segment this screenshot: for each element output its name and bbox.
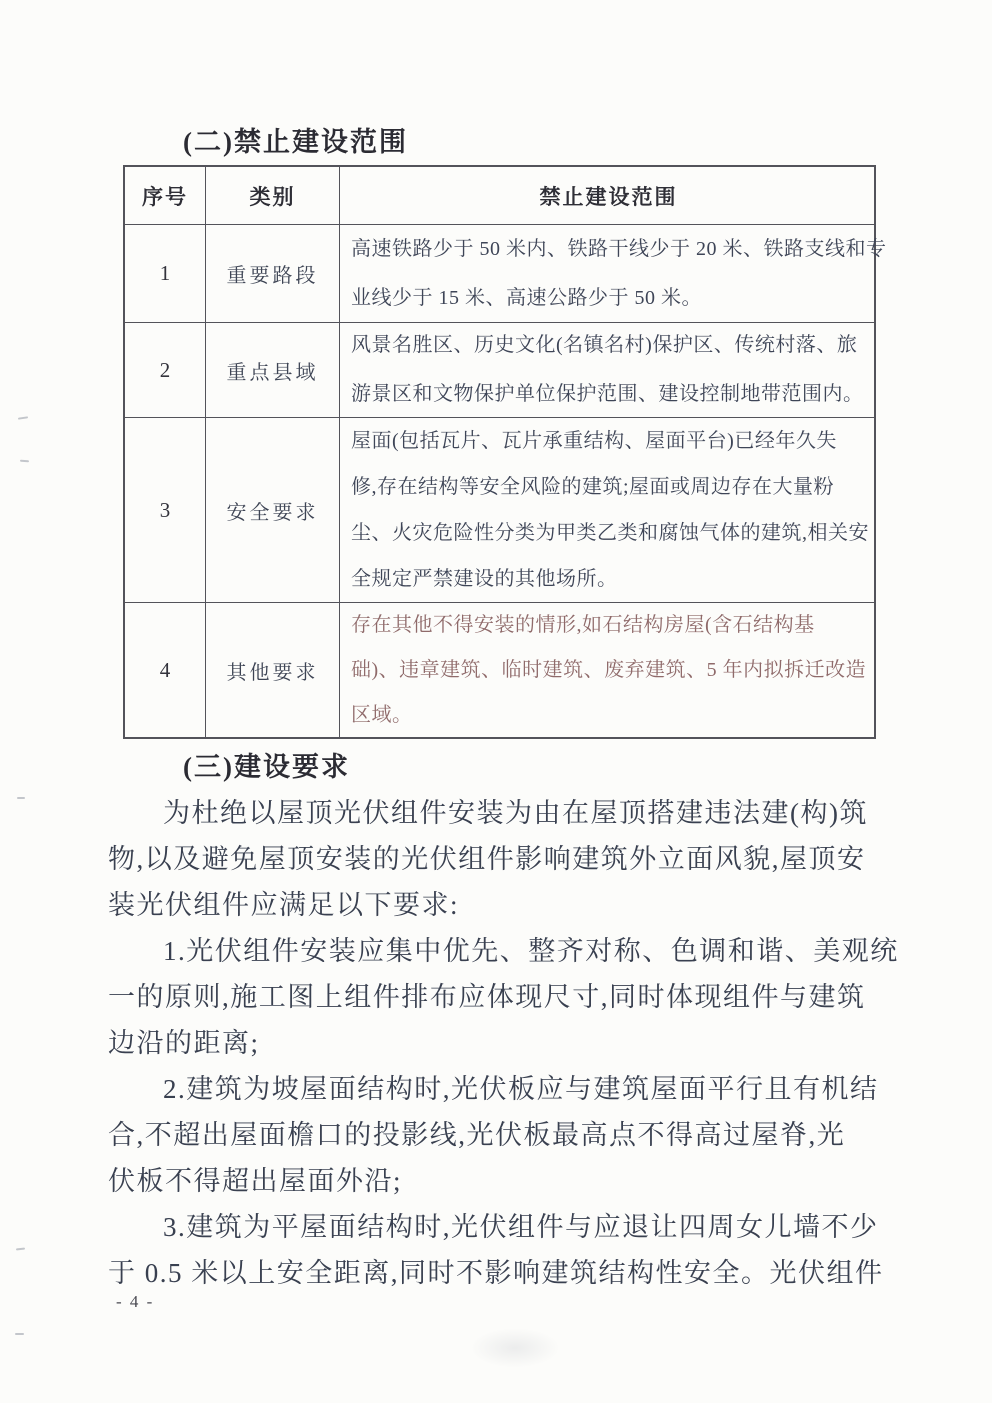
row-scope-line: 屋面(包括瓦片、瓦片承重结构、屋面平台)已经年久失 (351, 430, 837, 452)
body-line: 合,不超出屋面檐口的投影线,光伏板最高点不得高过屋脊,光 (108, 1120, 846, 1150)
row-scope-text (351, 603, 866, 738)
row-scope-line: 存在其他不得安装的情形,如石结构房屋(含石结构基 (351, 613, 815, 636)
body-line: 装光伏组件应满足以下要求: (108, 890, 460, 920)
row-number: 3 (159, 497, 171, 522)
row-scope-line: 全规定严禁建设的其他场所。 (351, 568, 618, 590)
row-number: 4 (159, 657, 171, 682)
body-line: 2.建筑为坡屋面结构时,光伏板应与建筑屋面平行且有机结 (163, 1074, 879, 1104)
column-header-scope: 禁止建设范围 (339, 167, 874, 224)
section-heading-ban-scope: (二)禁止建设范围 (183, 127, 408, 157)
table-header-row (125, 167, 874, 224)
body-line: 伏板不得超出屋面外沿; (108, 1166, 403, 1196)
row-category: 安全要求 (205, 418, 339, 602)
row-scope-text (351, 321, 864, 419)
row-scope-line: 游景区和文物保护单位保护范围、建设控制地带范围内。 (351, 383, 864, 405)
row-scope-line: 风景名胜区、历史文化(名镇名村)保护区、传统村落、旅 (351, 334, 858, 356)
scan-artifact (20, 460, 29, 463)
row-scope-line: 础)、违章建筑、临时建筑、废弃建筑、5 年内拟拆迁改造 (351, 658, 867, 681)
row-category: 其他要求 (205, 603, 339, 737)
body-line: 1.光伏组件安装应集中优先、整齐对称、色调和谐、美观统 (163, 936, 899, 966)
scan-smudge (470, 1328, 560, 1368)
row-scope (339, 418, 877, 602)
body-line: 于 0.5 米以上安全距离,同时不影响建筑结构性安全。光伏组件 (108, 1258, 884, 1288)
body-line: 为杜绝以屋顶光伏组件安装为由在屋顶搭建违法建(构)筑 (163, 798, 868, 828)
row-scope-line: 尘、火灾危险性分类为甲类乙类和腐蚀气体的建筑,相关安 (351, 522, 869, 544)
row-number: 1 (159, 261, 171, 285)
body-line: 物,以及避免屋顶安装的光伏组件影响建筑外立面风貌,屋顶安 (108, 844, 866, 874)
row-category: 重点县域 (205, 323, 339, 417)
page-number: - 4 - (116, 1292, 155, 1311)
row-scope (339, 603, 874, 737)
row-number: 2 (159, 357, 171, 382)
row-scope-line: 高速铁路少于 50 米内、铁路干线少于 20 米、铁路支线和专 (351, 237, 887, 260)
row-scope-line: 修,存在结构等安全风险的建筑;屋面或周边存在大量粉 (351, 476, 835, 498)
body-line: 边沿的距离; (108, 1028, 260, 1058)
table-row (125, 224, 887, 322)
ban-scope-table (123, 165, 887, 739)
table-row (125, 417, 874, 602)
row-scope-text (351, 225, 887, 323)
row-scope (339, 225, 895, 322)
scan-artifact (15, 1333, 24, 1335)
row-scope-text (351, 418, 869, 602)
row-scope-line: 业线少于 15 米、高速公路少于 50 米。 (351, 286, 702, 309)
table-row (125, 602, 874, 737)
row-scope (339, 323, 874, 417)
section-heading-build-req: (三)建设要求 (183, 752, 350, 782)
body-line: 3.建筑为平屋面结构时,光伏组件与应退让四周女儿墙不少 (163, 1212, 879, 1242)
column-header-category: 类别 (205, 167, 339, 224)
table-row (125, 322, 874, 417)
scan-artifact (17, 797, 25, 799)
body-line: 一的原则,施工图上组件排布应体现尺寸,同时体现组件与建筑 (108, 982, 866, 1012)
scan-artifact (16, 1248, 25, 1251)
column-header-no: 序号 (142, 184, 188, 209)
row-category: 重要路段 (205, 225, 339, 322)
row-scope-line: 区域。 (351, 703, 413, 726)
scan-artifact (18, 416, 28, 419)
section-requirements (108, 744, 908, 1296)
